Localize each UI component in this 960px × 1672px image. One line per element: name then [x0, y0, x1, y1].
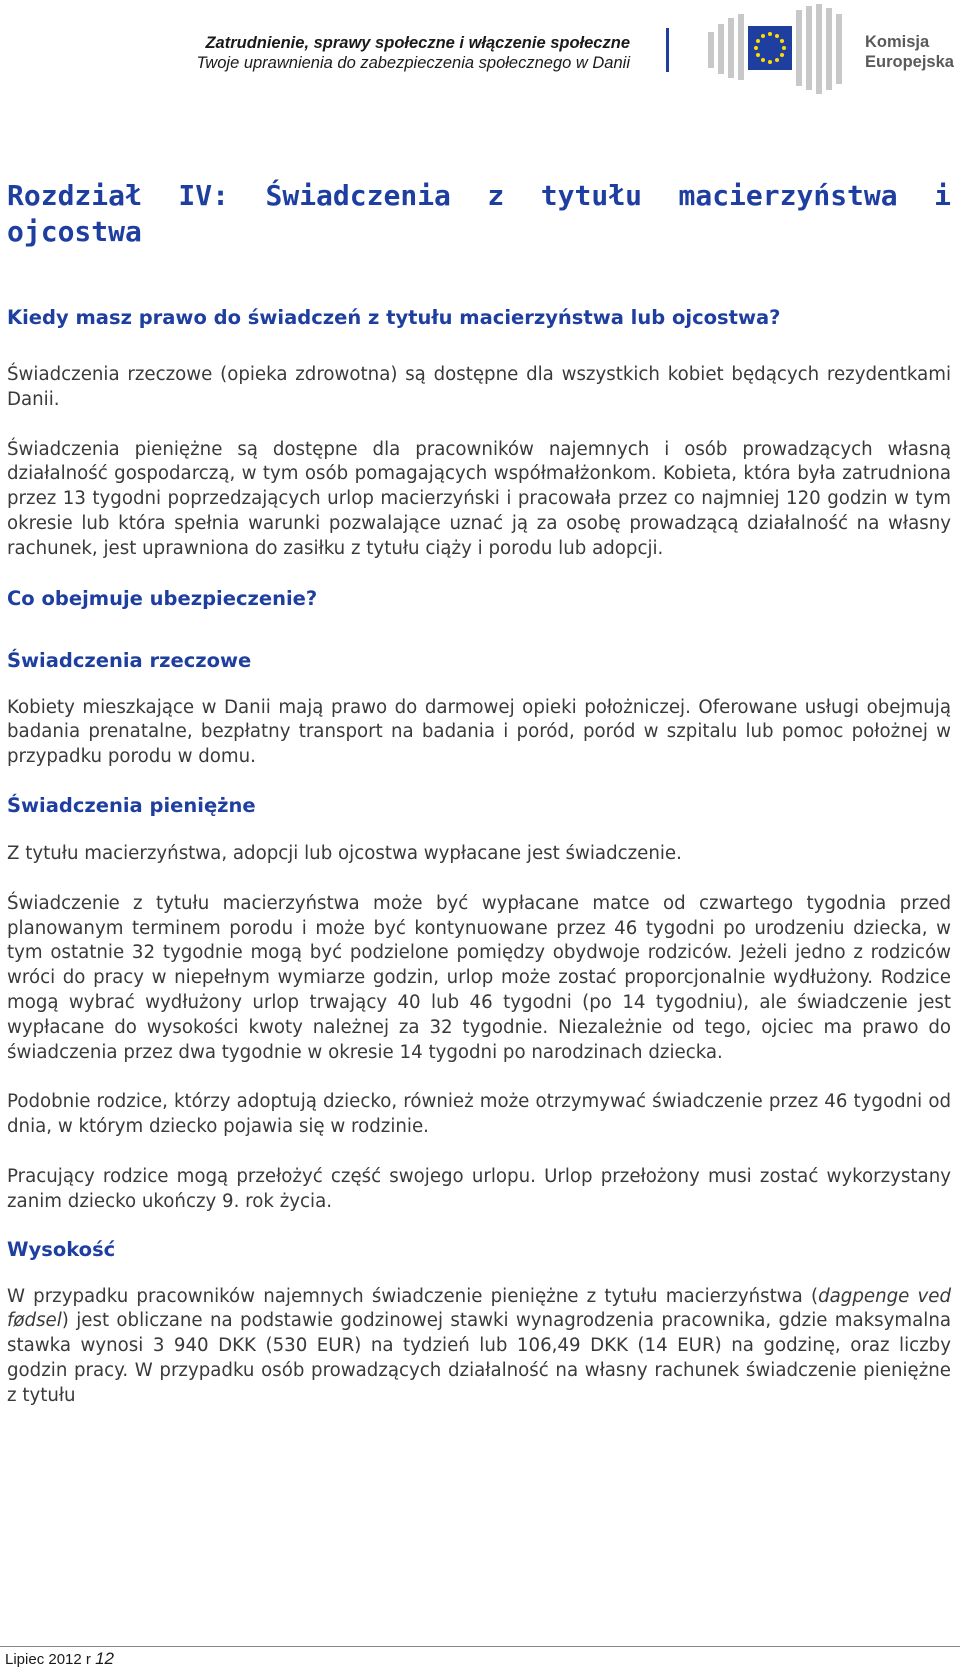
page-footer [5, 1650, 114, 1669]
paragraph-maternity-benefit-duration: Świadczenie z tytułu macierzyństwa może być wypłacane matce od czwartego tygodnia przed planowanym terminem porodu i może być kontynuowane przez 46 tygodni po urodzeniu dziecka, w tym ostatnie 32 tygodnie mogą być podzielone pomiędzy obydwoje rodziców. Jeżeli jedno z rodziców wróci do pracy w niepełnym wymiarze godzin, urlop może zostać proporcjonalnie wydłużony. Rodzice mogą wybrać wydłużony urlop trwający 40 lub 46 tygodni (po 14 tygodniu), ale świadczenie jest wypłacane do wysokości kwoty należnej za 32 tygodnie. Niezależnie od tego, ojciec ma prawo do świadczenia przez dwa tygodnie w okresie 14 tygodni po narodzinach dziecka. [7, 892, 951, 1063]
footer-divider [0, 1646, 960, 1647]
eu-commission-logo-icon [700, 2, 850, 98]
page-number: 12 [95, 1649, 114, 1668]
section-heading-eligibility: Kiedy masz prawo do świadczeń z tytułu macierzyństwa lub ojcostwa? [7, 306, 781, 329]
amount-text-pre: W przypadku pracowników najemnych świadczenie pieniężne z tytułu macierzyństwa ( [7, 1285, 819, 1307]
danish-term: dagpenge ved fødsel [7, 1285, 951, 1332]
header-line1: Zatrudnienie, sprawy społeczne i włączenie społeczne [205, 34, 630, 52]
page-header [0, 0, 960, 100]
paragraph-maternity-care: Kobiety mieszkające w Danii mają prawo do darmowej opieki położniczej. Oferowane usługi obejmują badania prenatalne, bezpłatny transport na badania i poród, poród w szpitalu lub pomoc położnej w przypadku porodu w domu. [7, 696, 951, 768]
subheading-cash-benefits: Świadczenia pieniężne [7, 793, 256, 817]
chapter-title: Rozdział IV: Świadczenia z tytułu macierzyństwa i ojcostwa [7, 179, 951, 248]
paragraph-cash-benefits-eligibility: Świadczenia pieniężne są dostępne dla pracowników najemnych i osób prowadzących własną działalność gospodarczą, w tym osób pomagających współmałżonkom. Kobieta, która była zatrudniona przez 13 tygodni poprzedzających urlop macierzyński i pracowała przez co najmniej 120 godzin w tym okresie lub która spełnia warunki pozwalające uznać ją za osobę prowadzącą działalność na własny rachunek, jest uprawniona do zasiłku z tytułu ciąży i porodu lub adopcji. [7, 438, 951, 559]
paragraph-postponed-leave: Pracujący rodzice mogą przełożyć część swojego urlopu. Urlop przełożony musi zostać wykorzystany zanim dziecko ukończy 9. rok życia. [7, 1165, 951, 1212]
paragraph-cash-benefit-intro: Z tytułu macierzyństwa, adopcji lub ojcostwa wypłacane jest świadczenie. [7, 842, 682, 864]
page-content [7, 178, 951, 1409]
header-titles [196, 33, 630, 73]
paragraph-benefits-in-kind-eligibility: Świadczenia rzeczowe (opieka zdrowotna) są dostępne dla wszystkich kobiet będących rezydentkami Danii. [7, 364, 951, 410]
logo-text [865, 32, 954, 72]
paragraph-benefit-amount [7, 1285, 951, 1409]
subheading-amount: Wysokość [7, 1237, 116, 1261]
logo-line2: Europejska [865, 53, 954, 71]
header-separator [666, 28, 669, 72]
logo-line1: Komisja [865, 33, 930, 51]
section-heading-coverage: Co obejmuje ubezpieczenie? [7, 586, 318, 610]
subheading-benefits-in-kind: Świadczenia rzeczowe [7, 648, 252, 672]
amount-text-post: ) jest obliczane na podstawie godzinowej stawki wynagrodzenia pracownika, gdzie maksymalna stawka wynosi 3 940 DKK (530 EUR) na tydzień lub 106,49 DKK (14 EUR) na godzinę, oraz liczby godzin pracy. W przypadku osób prowadzących działalność na własny rachunek świadczenie pieniężne z tytułu [7, 1310, 951, 1406]
paragraph-adoption: Podobnie rodzice, którzy adoptują dziecko, również może otrzymywać świadczenie przez 46 tygodni od dnia, w którym dziecko pojawia się w rodzinie. [7, 1091, 951, 1138]
header-line2: Twoje uprawnienia do zabezpieczenia społecznego w Danii [196, 54, 630, 72]
footer-date: Lipiec 2012 r [5, 1651, 91, 1668]
